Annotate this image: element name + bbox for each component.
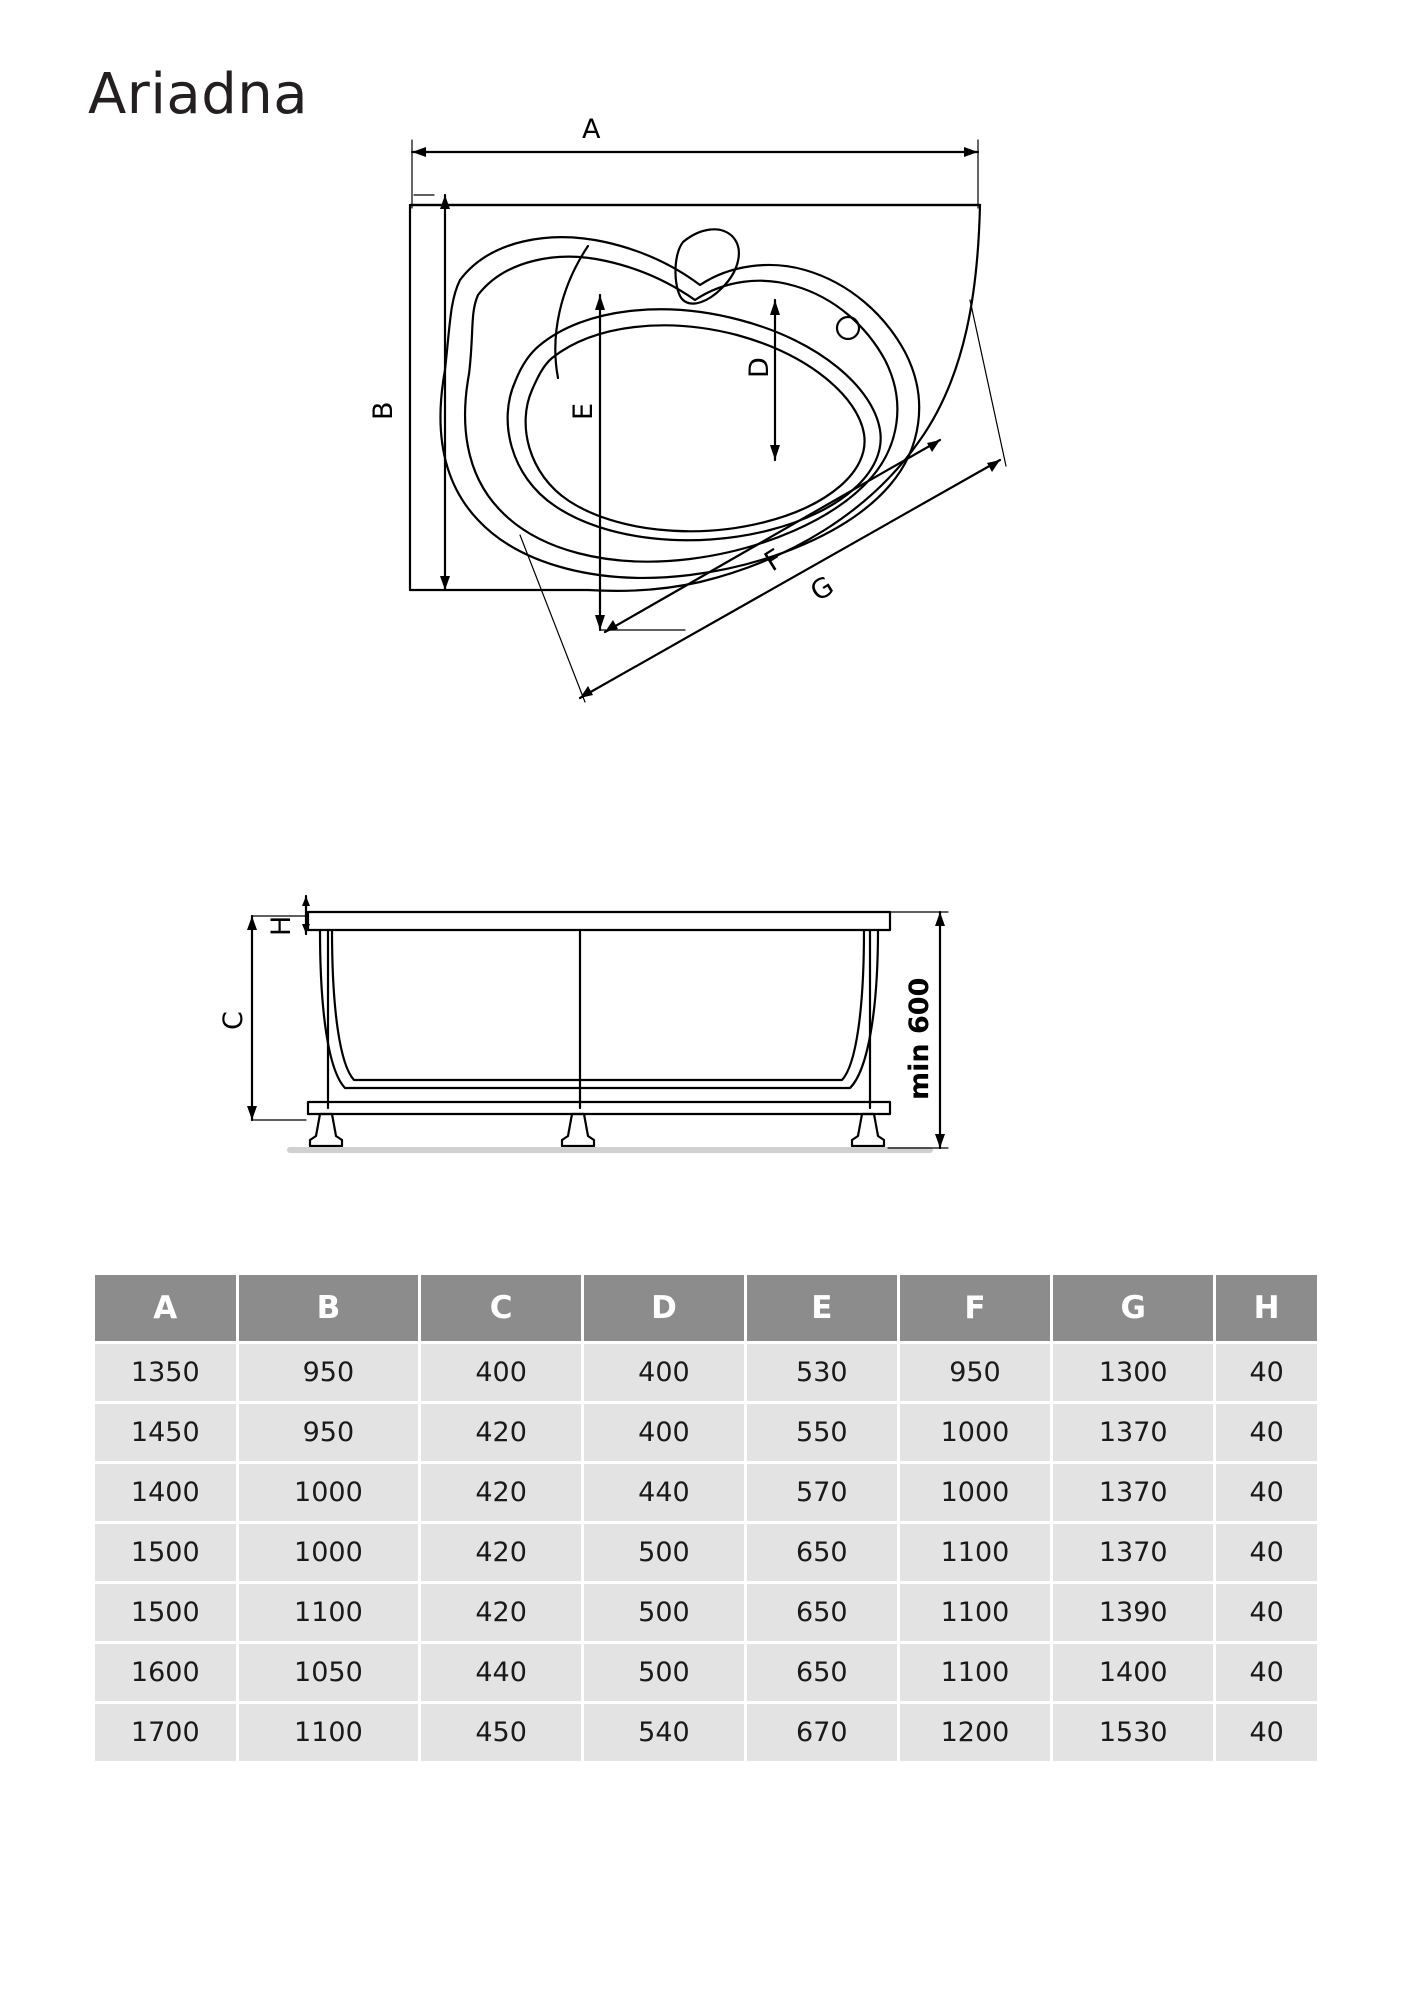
- dim-label-D: D: [744, 357, 775, 378]
- cell-f: 1000: [900, 1464, 1050, 1521]
- dim-label-E: E: [568, 402, 599, 420]
- cell-b: 950: [239, 1344, 419, 1401]
- cell-c: 400: [421, 1344, 581, 1401]
- table-header-b: B: [239, 1275, 419, 1341]
- dim-label-min600: min 600: [904, 977, 935, 1100]
- cell-e: 650: [747, 1584, 897, 1641]
- cell-a: 1400: [95, 1464, 236, 1521]
- dimensions-table: [92, 1272, 1320, 1764]
- table-row: [95, 1524, 1317, 1581]
- cell-a: 1600: [95, 1644, 236, 1701]
- cell-e: 650: [747, 1524, 897, 1581]
- table-row: [95, 1464, 1317, 1521]
- cell-g: 1530: [1053, 1704, 1213, 1761]
- cell-b: 1050: [239, 1644, 419, 1701]
- cell-g: 1300: [1053, 1344, 1213, 1401]
- cell-g: 1390: [1053, 1584, 1213, 1641]
- cell-b: 1000: [239, 1524, 419, 1581]
- table-row: [95, 1344, 1317, 1401]
- cell-h: 40: [1216, 1404, 1317, 1461]
- table-header-row: [95, 1275, 1317, 1341]
- cell-a: 1350: [95, 1344, 236, 1401]
- cell-b: 950: [239, 1404, 419, 1461]
- cell-a: 1500: [95, 1584, 236, 1641]
- cell-b: 1100: [239, 1704, 419, 1761]
- cell-f: 950: [900, 1344, 1050, 1401]
- table-row: [95, 1584, 1317, 1641]
- table-header-d: D: [584, 1275, 744, 1341]
- cell-f: 1200: [900, 1704, 1050, 1761]
- cell-d: 540: [584, 1704, 744, 1761]
- table-row: [95, 1644, 1317, 1701]
- dim-label-A: A: [582, 114, 601, 145]
- dim-label-G: G: [805, 570, 840, 608]
- cell-g: 1370: [1053, 1464, 1213, 1521]
- cell-h: 40: [1216, 1524, 1317, 1581]
- table-row: [95, 1704, 1317, 1761]
- top-view-drawing: [368, 114, 1330, 920]
- cell-c: 420: [421, 1524, 581, 1581]
- table-header-h: H: [1216, 1275, 1317, 1341]
- cell-f: 1100: [900, 1644, 1050, 1701]
- dim-label-C: C: [218, 1011, 249, 1030]
- cell-g: 1400: [1053, 1644, 1213, 1701]
- cell-h: 40: [1216, 1704, 1317, 1761]
- cell-e: 550: [747, 1404, 897, 1461]
- cell-d: 400: [584, 1404, 744, 1461]
- table-row: [95, 1404, 1317, 1461]
- cell-b: 1100: [239, 1584, 419, 1641]
- cell-e: 530: [747, 1344, 897, 1401]
- cell-d: 400: [584, 1344, 744, 1401]
- cell-d: 440: [584, 1464, 744, 1521]
- cell-c: 420: [421, 1404, 581, 1461]
- cell-h: 40: [1216, 1584, 1317, 1641]
- dim-label-F: F: [759, 543, 789, 578]
- cell-e: 570: [747, 1464, 897, 1521]
- table-header-e: E: [747, 1275, 897, 1341]
- cell-f: 1000: [900, 1404, 1050, 1461]
- cell-g: 1370: [1053, 1404, 1213, 1461]
- cell-d: 500: [584, 1584, 744, 1641]
- cell-f: 1100: [900, 1584, 1050, 1641]
- cell-a: 1450: [95, 1404, 236, 1461]
- cell-h: 40: [1216, 1464, 1317, 1521]
- dim-label-B: B: [368, 401, 399, 420]
- cell-d: 500: [584, 1524, 744, 1581]
- table-header-f: F: [900, 1275, 1050, 1341]
- cell-h: 40: [1216, 1644, 1317, 1701]
- cell-e: 650: [747, 1644, 897, 1701]
- table-header-g: G: [1053, 1275, 1213, 1341]
- cell-a: 1700: [95, 1704, 236, 1761]
- page-title: Ariadna: [88, 62, 309, 127]
- cell-c: 450: [421, 1704, 581, 1761]
- cell-e: 670: [747, 1704, 897, 1761]
- cell-d: 500: [584, 1644, 744, 1701]
- cell-c: 420: [421, 1464, 581, 1521]
- cell-a: 1500: [95, 1524, 236, 1581]
- table-header-c: C: [421, 1275, 581, 1341]
- side-view-drawing: [218, 890, 1210, 1270]
- cell-b: 1000: [239, 1464, 419, 1521]
- cell-f: 1100: [900, 1524, 1050, 1581]
- cell-c: 420: [421, 1584, 581, 1641]
- cell-g: 1370: [1053, 1524, 1213, 1581]
- cell-c: 440: [421, 1644, 581, 1701]
- cell-h: 40: [1216, 1344, 1317, 1401]
- dim-label-H: H: [266, 915, 297, 936]
- table-header-a: A: [95, 1275, 236, 1341]
